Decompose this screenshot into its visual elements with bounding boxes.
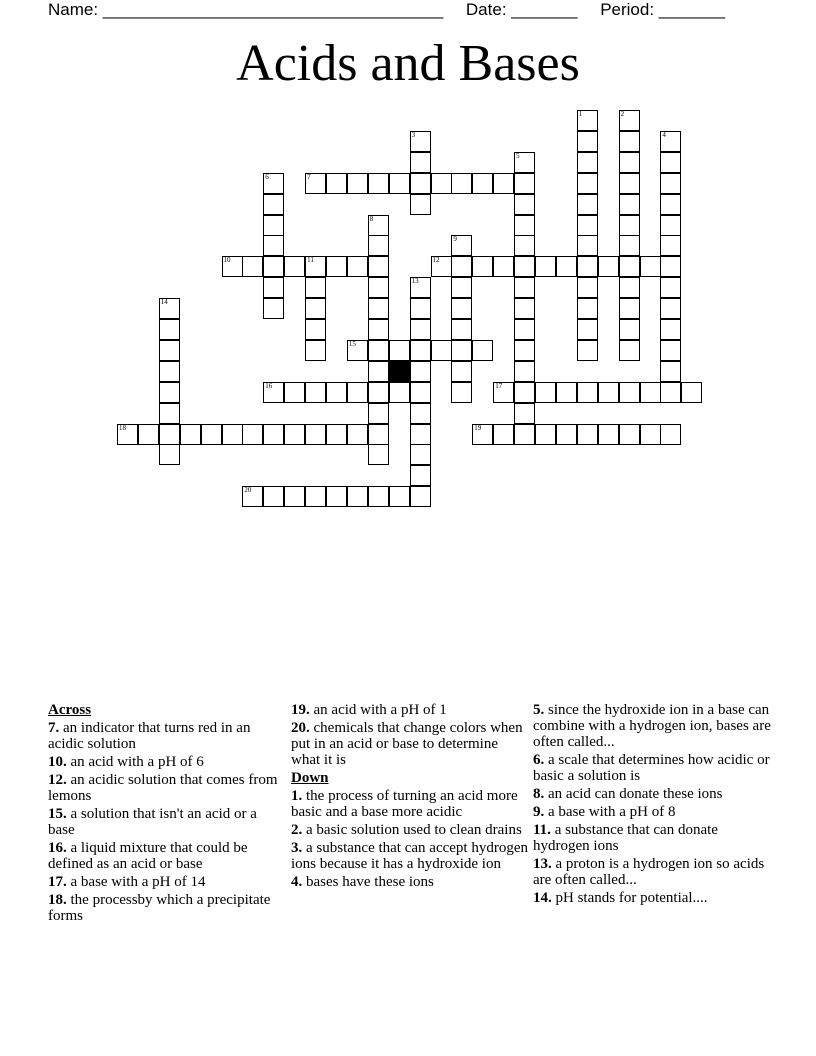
clue-down-14 bbox=[533, 890, 773, 906]
clue-number: 4. bbox=[291, 874, 303, 890]
grid-cell[interactable] bbox=[451, 256, 472, 277]
grid-cell[interactable] bbox=[368, 235, 389, 256]
grid-cell[interactable] bbox=[619, 319, 640, 340]
grid-cell[interactable] bbox=[514, 424, 535, 445]
grid-cell[interactable] bbox=[577, 256, 598, 277]
clue-text: an acid can donate these ions bbox=[548, 786, 723, 802]
grid-clue-number: 14 bbox=[160, 298, 168, 307]
grid-cell[interactable] bbox=[660, 131, 681, 152]
clue-across-16 bbox=[48, 840, 280, 872]
grid-clue-number: 12 bbox=[432, 256, 440, 265]
clue-text: chemicals that change colors when put in an acid or base to determine what it is bbox=[291, 720, 523, 768]
grid-cell[interactable] bbox=[410, 465, 431, 486]
across-heading: Across bbox=[48, 702, 92, 718]
grid-cell[interactable] bbox=[347, 340, 368, 361]
grid-cell[interactable] bbox=[598, 424, 619, 445]
clue-down-6 bbox=[533, 752, 773, 784]
grid-cell[interactable] bbox=[368, 298, 389, 319]
grid-clue-number: 18 bbox=[119, 423, 126, 432]
grid-cell[interactable] bbox=[514, 403, 535, 424]
grid-clue-number: 15 bbox=[348, 339, 356, 348]
grid-cell[interactable] bbox=[577, 215, 598, 236]
grid-cell[interactable] bbox=[619, 235, 640, 256]
grid-cell[interactable] bbox=[242, 256, 263, 277]
grid-cell[interactable] bbox=[410, 173, 431, 194]
grid-cell[interactable] bbox=[410, 382, 431, 403]
grid-cell[interactable] bbox=[305, 486, 326, 507]
clue-down-5 bbox=[533, 702, 773, 750]
clue-number: 19. bbox=[291, 702, 310, 718]
clue-text: an acid with a pH of 6 bbox=[70, 754, 204, 770]
grid-cell[interactable] bbox=[368, 486, 389, 507]
clue-text: a solution that isn't an acid or a base bbox=[48, 806, 257, 838]
grid-cell[interactable] bbox=[619, 194, 640, 215]
grid-cell[interactable] bbox=[577, 131, 598, 152]
clue-number: 2. bbox=[291, 822, 303, 838]
clue-text: bases have these ions bbox=[306, 874, 434, 890]
grid-cell[interactable] bbox=[368, 424, 389, 445]
grid-cell[interactable] bbox=[660, 424, 681, 445]
grid-cell[interactable] bbox=[159, 361, 180, 382]
grid-cell[interactable] bbox=[159, 340, 180, 361]
grid-cell[interactable] bbox=[556, 256, 577, 277]
date-field-label: Date: _______ bbox=[465, 0, 578, 19]
grid-cell[interactable] bbox=[159, 424, 180, 445]
grid-cell[interactable] bbox=[660, 382, 681, 403]
grid-cell[interactable] bbox=[410, 194, 431, 215]
clues-column-1 bbox=[48, 702, 280, 926]
clue-text: a basic solution used to clean drains bbox=[306, 822, 522, 838]
clue-text: a liquid mixture that could be defined as an acid or base bbox=[48, 840, 248, 872]
clue-down-4 bbox=[291, 874, 529, 890]
grid-clue-number: 17 bbox=[495, 381, 503, 390]
clue-down-1 bbox=[291, 788, 529, 820]
grid-cell[interactable] bbox=[451, 298, 472, 319]
grid-cell[interactable] bbox=[556, 424, 577, 445]
grid-cell[interactable] bbox=[284, 486, 305, 507]
grid-cell[interactable] bbox=[472, 424, 493, 445]
clue-down-3 bbox=[291, 840, 529, 872]
grid-cell[interactable] bbox=[263, 256, 284, 277]
grid-cell[interactable] bbox=[368, 277, 389, 298]
grid-clue-number: 7 bbox=[307, 172, 311, 181]
grid-cell[interactable] bbox=[159, 319, 180, 340]
grid-cell[interactable] bbox=[389, 382, 410, 403]
grid-cell[interactable] bbox=[180, 424, 201, 445]
clue-text: an indicator that turns red in an acidic solution bbox=[48, 720, 251, 752]
grid-cell[interactable] bbox=[305, 277, 326, 298]
grid-cell[interactable] bbox=[577, 173, 598, 194]
grid-cell[interactable] bbox=[660, 361, 681, 382]
grid-cell[interactable] bbox=[410, 277, 431, 298]
clue-number: 13. bbox=[533, 856, 552, 872]
clue-text: pH stands for potential.... bbox=[555, 890, 708, 906]
grid-cell[interactable] bbox=[493, 382, 514, 403]
grid-cell[interactable] bbox=[410, 298, 431, 319]
name-field-label: Name: ____________________________________ bbox=[48, 0, 444, 19]
grid-cell[interactable] bbox=[368, 403, 389, 424]
grid-cell[interactable] bbox=[347, 486, 368, 507]
grid-cell[interactable] bbox=[619, 256, 640, 277]
clue-across-12 bbox=[48, 772, 280, 804]
grid-cell[interactable] bbox=[619, 298, 640, 319]
grid-cell[interactable] bbox=[389, 340, 410, 361]
clue-number: 14. bbox=[533, 890, 552, 906]
grid-cell[interactable] bbox=[117, 424, 138, 445]
clue-text: an acidic solution that comes from lemons bbox=[48, 772, 278, 804]
clue-text: a substance that can donate hydrogen ions bbox=[533, 822, 718, 854]
grid-cell[interactable] bbox=[305, 173, 326, 194]
grid-clue-number: 4 bbox=[662, 130, 666, 139]
grid-cell[interactable] bbox=[556, 382, 577, 403]
grid-cell[interactable] bbox=[514, 361, 535, 382]
clue-text: an acid with a pH of 1 bbox=[313, 702, 447, 718]
grid-clue-number: 9 bbox=[453, 235, 457, 244]
grid-cell[interactable] bbox=[222, 424, 243, 445]
grid-cell[interactable] bbox=[410, 340, 431, 361]
grid-cell[interactable] bbox=[535, 424, 556, 445]
grid-cell[interactable] bbox=[284, 424, 305, 445]
clue-number: 11. bbox=[533, 822, 551, 838]
grid-cell[interactable] bbox=[619, 152, 640, 173]
grid-cell[interactable] bbox=[493, 256, 514, 277]
grid-cell[interactable] bbox=[263, 173, 284, 194]
grid-cell[interactable] bbox=[284, 382, 305, 403]
clue-text: a proton is a hydrogen ion so acids are often called... bbox=[533, 856, 765, 888]
clue-number: 18. bbox=[48, 892, 67, 908]
grid-cell[interactable] bbox=[410, 319, 431, 340]
clue-down-2 bbox=[291, 822, 529, 838]
clue-down-9 bbox=[533, 804, 773, 820]
clue-number: 6. bbox=[533, 752, 545, 768]
clue-number: 17. bbox=[48, 874, 67, 890]
grid-cell[interactable] bbox=[368, 382, 389, 403]
grid-cell[interactable] bbox=[660, 256, 681, 277]
clue-text: since the hydroxide ion in a base can combine with a hydrogen ion, bases are often called... bbox=[533, 702, 771, 750]
grid-cell[interactable] bbox=[410, 152, 431, 173]
grid-clue-number: 10 bbox=[223, 256, 231, 265]
grid-clue-number: 19 bbox=[474, 423, 482, 432]
grid-cell[interactable] bbox=[514, 235, 535, 256]
grid-cell[interactable] bbox=[368, 361, 389, 382]
clue-down-8 bbox=[533, 786, 773, 802]
grid-cell[interactable] bbox=[451, 319, 472, 340]
grid-cell[interactable] bbox=[305, 319, 326, 340]
grid-cell[interactable] bbox=[451, 361, 472, 382]
clues-column-2 bbox=[291, 702, 529, 892]
grid-cell[interactable] bbox=[326, 382, 347, 403]
grid-cell[interactable] bbox=[514, 173, 535, 194]
grid-cell[interactable] bbox=[577, 298, 598, 319]
grid-cell[interactable] bbox=[263, 382, 284, 403]
grid-cell[interactable] bbox=[410, 486, 431, 507]
grid-cell[interactable] bbox=[451, 173, 472, 194]
grid-cell[interactable] bbox=[660, 173, 681, 194]
clue-text: a base with a pH of 8 bbox=[548, 804, 676, 820]
grid-cell[interactable] bbox=[514, 215, 535, 236]
grid-cell[interactable] bbox=[514, 382, 535, 403]
grid-cell[interactable] bbox=[305, 382, 326, 403]
down-heading: Down bbox=[291, 770, 329, 786]
clue-text: the process of turning an acid more basic and a base more acidic bbox=[291, 788, 518, 820]
grid-cell[interactable] bbox=[263, 298, 284, 319]
grid-cell[interactable] bbox=[242, 424, 263, 445]
clue-across-10 bbox=[48, 754, 280, 770]
grid-cell[interactable] bbox=[326, 256, 347, 277]
clue-number: 1. bbox=[291, 788, 303, 804]
grid-cell[interactable] bbox=[451, 340, 472, 361]
clues-column-3 bbox=[533, 702, 773, 908]
grid-cell[interactable] bbox=[577, 152, 598, 173]
grid-cell[interactable] bbox=[660, 277, 681, 298]
clue-number: 10. bbox=[48, 754, 67, 770]
grid-cell[interactable] bbox=[305, 298, 326, 319]
grid-black-square bbox=[389, 361, 410, 382]
clue-text: a substance that can accept hydrogen ions because it has a hydroxide ion bbox=[291, 840, 528, 872]
grid-cell[interactable] bbox=[619, 340, 640, 361]
grid-cell[interactable] bbox=[660, 319, 681, 340]
grid-cell[interactable] bbox=[619, 382, 640, 403]
clue-across-15 bbox=[48, 806, 280, 838]
clue-number: 8. bbox=[533, 786, 545, 802]
grid-cell[interactable] bbox=[431, 256, 452, 277]
grid-cell[interactable] bbox=[577, 194, 598, 215]
grid-cell[interactable] bbox=[619, 110, 640, 131]
grid-cell[interactable] bbox=[159, 382, 180, 403]
grid-cell[interactable] bbox=[472, 256, 493, 277]
grid-cell[interactable] bbox=[347, 173, 368, 194]
grid-cell[interactable] bbox=[535, 256, 556, 277]
grid-cell[interactable] bbox=[619, 131, 640, 152]
grid-cell[interactable] bbox=[263, 424, 284, 445]
grid-cell[interactable] bbox=[660, 215, 681, 236]
grid-cell[interactable] bbox=[410, 424, 431, 445]
grid-cell[interactable] bbox=[451, 382, 472, 403]
clue-down-11 bbox=[533, 822, 773, 854]
grid-cell[interactable] bbox=[347, 256, 368, 277]
grid-clue-number: 3 bbox=[411, 130, 416, 139]
grid-cell[interactable] bbox=[660, 194, 681, 215]
grid-cell[interactable] bbox=[660, 152, 681, 173]
grid-clue-number: 16 bbox=[265, 381, 273, 390]
grid-cell[interactable] bbox=[451, 277, 472, 298]
grid-cell[interactable] bbox=[514, 152, 535, 173]
grid-cell[interactable] bbox=[305, 256, 326, 277]
grid-cell[interactable] bbox=[681, 382, 702, 403]
grid-cell[interactable] bbox=[201, 424, 222, 445]
grid-cell[interactable] bbox=[389, 486, 410, 507]
grid-cell[interactable] bbox=[368, 319, 389, 340]
grid-clue-number: 5 bbox=[516, 151, 520, 160]
grid-cell[interactable] bbox=[660, 340, 681, 361]
clue-number: 15. bbox=[48, 806, 67, 822]
grid-cell[interactable] bbox=[598, 256, 619, 277]
grid-clue-number: 1 bbox=[578, 110, 583, 118]
grid-cell[interactable] bbox=[577, 277, 598, 298]
grid-cell[interactable] bbox=[640, 424, 661, 445]
grid-clue-number: 13 bbox=[411, 277, 419, 286]
clue-number: 7. bbox=[48, 720, 60, 736]
clue-number: 12. bbox=[48, 772, 67, 788]
grid-cell[interactable] bbox=[326, 173, 347, 194]
page-title: Acids and Bases bbox=[236, 35, 580, 92]
grid-cell[interactable] bbox=[263, 486, 284, 507]
grid-cell[interactable] bbox=[326, 486, 347, 507]
grid-clue-number: 2 bbox=[620, 110, 625, 118]
clue-down-13 bbox=[533, 856, 773, 888]
grid-cell[interactable] bbox=[514, 277, 535, 298]
grid-cell[interactable] bbox=[535, 382, 556, 403]
grid-cell[interactable] bbox=[619, 424, 640, 445]
clue-number: 3. bbox=[291, 840, 303, 856]
clue-number: 20. bbox=[291, 720, 310, 736]
grid-cell[interactable] bbox=[577, 340, 598, 361]
grid-cell[interactable] bbox=[368, 340, 389, 361]
grid-clue-number: 20 bbox=[244, 486, 252, 495]
clue-number: 9. bbox=[533, 804, 545, 820]
grid-cell[interactable] bbox=[431, 340, 452, 361]
grid-cell[interactable] bbox=[514, 319, 535, 340]
grid-cell[interactable] bbox=[410, 361, 431, 382]
clue-number: 16. bbox=[48, 840, 67, 856]
grid-cell[interactable] bbox=[431, 173, 452, 194]
grid-cell[interactable] bbox=[577, 424, 598, 445]
grid-cell[interactable] bbox=[640, 382, 661, 403]
grid-clue-number: 8 bbox=[369, 214, 374, 223]
clue-text: a scale that determines how acidic or basic a solution is bbox=[533, 752, 770, 784]
grid-cell[interactable] bbox=[493, 424, 514, 445]
grid-cell[interactable] bbox=[472, 173, 493, 194]
grid-cell[interactable] bbox=[472, 340, 493, 361]
grid-cell[interactable] bbox=[598, 382, 619, 403]
grid-cell[interactable] bbox=[347, 424, 368, 445]
grid-cell[interactable] bbox=[138, 424, 159, 445]
grid-cell[interactable] bbox=[347, 382, 368, 403]
clue-across-19 bbox=[291, 702, 529, 718]
grid-cell[interactable] bbox=[326, 424, 347, 445]
grid-cell[interactable] bbox=[159, 403, 180, 424]
grid-cell[interactable] bbox=[368, 173, 389, 194]
grid-cell[interactable] bbox=[660, 235, 681, 256]
grid-cell[interactable] bbox=[368, 256, 389, 277]
grid-cell[interactable] bbox=[514, 256, 535, 277]
grid-cell[interactable] bbox=[263, 194, 284, 215]
grid-cell[interactable] bbox=[284, 256, 305, 277]
grid-cell[interactable] bbox=[514, 340, 535, 361]
grid-cell[interactable] bbox=[305, 424, 326, 445]
clue-across-18 bbox=[48, 892, 280, 924]
grid-cell[interactable] bbox=[410, 403, 431, 424]
grid-cell[interactable] bbox=[242, 486, 263, 507]
period-field-label: Period: _______ bbox=[600, 0, 725, 19]
grid-cell[interactable] bbox=[577, 235, 598, 256]
clue-across-17 bbox=[48, 874, 280, 890]
clue-across-20 bbox=[291, 720, 529, 768]
grid-cell[interactable] bbox=[368, 444, 389, 465]
grid-cell[interactable] bbox=[368, 215, 389, 236]
clue-text: the processby which a precipitate forms bbox=[48, 892, 271, 924]
grid-cell[interactable] bbox=[577, 382, 598, 403]
grid-clue-number: 6 bbox=[265, 172, 269, 181]
grid-cell[interactable] bbox=[514, 194, 535, 215]
clue-across-7 bbox=[48, 720, 280, 752]
grid-cell[interactable] bbox=[305, 340, 326, 361]
grid-cell[interactable] bbox=[640, 256, 661, 277]
grid-cell[interactable] bbox=[577, 110, 598, 131]
clue-text: a base with a pH of 14 bbox=[70, 874, 206, 890]
grid-cell[interactable] bbox=[263, 277, 284, 298]
grid-cell[interactable] bbox=[619, 173, 640, 194]
grid-cell[interactable] bbox=[619, 277, 640, 298]
grid-cell[interactable] bbox=[159, 298, 180, 319]
grid-cell[interactable] bbox=[410, 444, 431, 465]
grid-cell[interactable] bbox=[493, 173, 514, 194]
grid-cell[interactable] bbox=[159, 444, 180, 465]
grid-cell[interactable] bbox=[263, 235, 284, 256]
grid-cell[interactable] bbox=[389, 173, 410, 194]
grid-cell[interactable] bbox=[577, 319, 598, 340]
grid-cell[interactable] bbox=[410, 131, 431, 152]
grid-cell[interactable] bbox=[619, 215, 640, 236]
grid-cell[interactable] bbox=[222, 256, 243, 277]
grid-cell[interactable] bbox=[660, 298, 681, 319]
grid-clue-number: 11 bbox=[307, 256, 314, 265]
clue-number: 5. bbox=[533, 702, 545, 718]
grid-cell[interactable] bbox=[263, 215, 284, 236]
grid-cell[interactable] bbox=[451, 235, 472, 256]
grid-cell[interactable] bbox=[514, 298, 535, 319]
